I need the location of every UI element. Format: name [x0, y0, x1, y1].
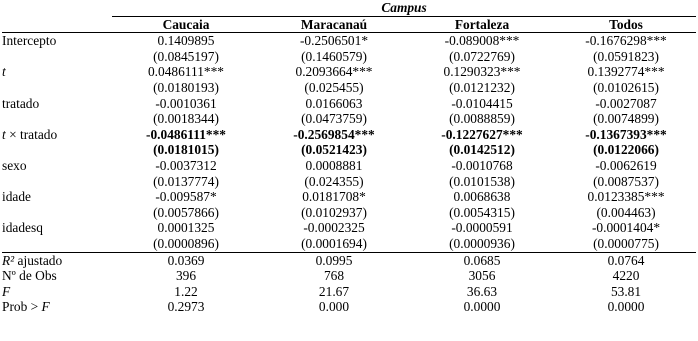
standard-error-cell: (0.024355) — [304, 173, 364, 189]
coefficient-cell: 0.0001325 — [157, 220, 215, 236]
standard-error-cell: (0.004463) — [596, 204, 656, 220]
stat-cell: 36.63 — [466, 283, 498, 299]
table-row-se — [2, 142, 696, 158]
standard-error-cell: (0.0181015) — [153, 142, 219, 158]
stat-cell: 0.0369 — [112, 252, 260, 268]
row-label: tratado — [2, 95, 40, 111]
standard-error-cell: (0.0137774) — [153, 173, 219, 189]
stat-label — [2, 252, 112, 268]
standard-error-cell: (0.0000896) — [153, 235, 219, 251]
coefficient-cell: -0.0001404* — [591, 220, 661, 236]
standard-error-cell: (0.0001694) — [301, 235, 367, 251]
row-label — [2, 64, 112, 80]
coefficient-cell: 0.0486111*** — [147, 64, 224, 80]
coefficient-cell: -0.2506501* — [299, 33, 369, 49]
coefficient-cell: -0.089008*** — [444, 33, 520, 49]
standard-error-cell: (0.0054315) — [449, 204, 515, 220]
table-row-se — [2, 49, 696, 65]
standard-error-cell: (0.0122066) — [593, 142, 659, 158]
stat-cell: 0.000 — [318, 299, 350, 315]
stat-cell: 0.0995 — [260, 252, 408, 268]
coefficient-cell: -0.0104415 — [451, 95, 513, 111]
row-label: idade — [2, 189, 31, 205]
coefficient-cell: -0.0062619 — [595, 157, 657, 173]
table-row — [2, 189, 696, 205]
standard-error-cell: (0.0101538) — [449, 173, 515, 189]
stat-cell: 0.0764 — [556, 252, 696, 268]
row-label-empty — [2, 205, 112, 221]
stat-cell: 53.81 — [610, 283, 642, 299]
stat-cell: 3056 — [468, 268, 496, 284]
stat-cell: 1.22 — [174, 283, 198, 299]
standard-error-cell: (0.0722769) — [449, 48, 515, 64]
column-header-todos: Todos — [556, 16, 696, 33]
coefficient-cell: 0.0181708* — [302, 189, 366, 205]
stat-cell: 0.2973 — [167, 299, 205, 315]
label-part: F — [41, 299, 50, 315]
standard-error-cell: (0.0087537) — [593, 173, 659, 189]
stub-header — [2, 16, 112, 33]
stat-label: Nº de Obs — [2, 268, 57, 284]
coefficient-cell: 0.1409895 — [157, 33, 215, 49]
column-header-caucaia: Caucaia — [112, 16, 260, 33]
coefficient-cell: -0.0027087 — [595, 95, 657, 111]
label-part: R² — [2, 252, 15, 268]
standard-error-cell: (0.0102615) — [593, 79, 659, 95]
table-row — [2, 96, 696, 112]
row-label-empty — [2, 236, 112, 252]
coefficient-cell: -0.1367393*** — [585, 126, 667, 142]
table-row — [2, 158, 696, 174]
coefficient-cell: -0.1676298*** — [585, 33, 667, 49]
regression-table — [2, 0, 696, 315]
standard-error-cell: (0.1460579) — [301, 48, 367, 64]
label-part: t — [2, 64, 6, 80]
coefficient-cell: 0.0166063 — [305, 95, 363, 111]
standard-error-cell: (0.0473759) — [301, 111, 367, 127]
row-label: Intercepto — [2, 33, 57, 49]
coefficient-cell: 0.1290323*** — [443, 64, 521, 80]
coefficient-cell: -0.0037312 — [155, 157, 217, 173]
campus-group-header: Campus — [112, 0, 696, 16]
standard-error-cell: (0.0057866) — [153, 204, 219, 220]
stat-cell: 4220 — [612, 268, 640, 284]
table-row-se — [2, 174, 696, 190]
label-part: ajustado — [14, 252, 63, 268]
coefficient-cell: -0.0486111*** — [146, 126, 226, 142]
table-row — [2, 127, 696, 143]
table-row — [2, 220, 696, 236]
standard-error-cell: (0.0102937) — [301, 204, 367, 220]
coefficient-cell: -0.0010768 — [451, 157, 513, 173]
standard-error-cell: (0.0142512) — [449, 142, 515, 158]
standard-error-cell: (0.0074899) — [593, 111, 659, 127]
table-body — [2, 33, 696, 315]
table-row — [2, 64, 696, 80]
column-header-row — [2, 16, 696, 33]
table-row — [2, 33, 696, 49]
coefficient-cell: 0.0068638 — [453, 189, 511, 205]
stat-cell: 768 — [323, 268, 345, 284]
label-part: × tratado — [5, 126, 58, 142]
coefficient-cell: -0.009587* — [155, 189, 217, 205]
stats-row — [2, 284, 696, 300]
row-label-empty — [2, 174, 112, 190]
row-label: idadesq — [2, 220, 43, 236]
table-row-se — [2, 111, 696, 127]
stat-cell: 396 — [175, 268, 197, 284]
coefficient-cell: -0.1227627*** — [441, 126, 523, 142]
coefficient-cell: 0.1392774*** — [587, 64, 665, 80]
row-label-empty — [2, 80, 112, 96]
column-header-maracanau: Maracanaú — [260, 16, 408, 33]
column-header-fortaleza: Fortaleza — [408, 16, 556, 33]
group-header-row — [2, 0, 696, 16]
standard-error-cell: (0.0521423) — [301, 142, 367, 158]
row-label-empty — [2, 49, 112, 65]
standard-error-cell: (0.0845197) — [153, 48, 219, 64]
label-part: Prob > — [2, 299, 42, 315]
stat-label — [2, 299, 112, 315]
standard-error-cell: (0.0180193) — [153, 79, 219, 95]
standard-error-cell: (0.0000936) — [449, 235, 515, 251]
standard-error-cell: (0.0591823) — [593, 48, 659, 64]
stats-row — [2, 299, 696, 315]
standard-error-cell: (0.0018344) — [153, 111, 219, 127]
row-label: sexo — [2, 157, 27, 173]
standard-error-cell: (0.0088859) — [449, 111, 515, 127]
table-row-se — [2, 80, 696, 96]
standard-error-cell: (0.0121232) — [449, 79, 515, 95]
table-row-se — [2, 236, 696, 252]
table-row-se — [2, 205, 696, 221]
stats-row — [2, 252, 696, 268]
label-part: F — [2, 283, 11, 299]
row-label-empty — [2, 142, 112, 158]
coefficient-cell: -0.0010361 — [155, 95, 217, 111]
coefficient-cell: -0.0000591 — [451, 220, 513, 236]
stats-row — [2, 268, 696, 284]
coefficient-cell: 0.0123385*** — [587, 189, 665, 205]
stat-cell: 0.0000 — [607, 299, 645, 315]
coefficient-cell: -0.2569854*** — [293, 126, 375, 142]
coefficient-cell: 0.0008881 — [305, 157, 363, 173]
stub-corner — [2, 0, 112, 16]
label-part: t — [2, 126, 6, 142]
stat-label — [2, 284, 112, 300]
stat-cell: 0.0000 — [463, 299, 501, 315]
standard-error-cell: (0.025455) — [304, 79, 364, 95]
row-label-empty — [2, 111, 112, 127]
stat-cell: 21.67 — [318, 283, 350, 299]
standard-error-cell: (0.0000775) — [593, 235, 659, 251]
coefficient-cell: -0.0002325 — [303, 220, 365, 236]
coefficient-cell: 0.2093664*** — [295, 64, 373, 80]
row-label — [2, 127, 112, 143]
stat-cell: 0.0685 — [408, 252, 556, 268]
